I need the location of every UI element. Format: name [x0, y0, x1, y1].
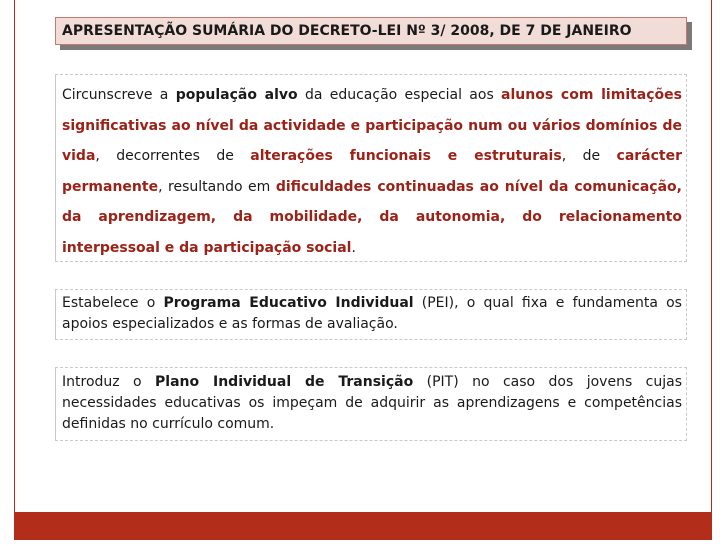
text: Introduz o: [62, 374, 156, 390]
slide-title: APRESENTAÇÃO SUMÁRIA DO DECRETO-LEI Nº 3/ 2008, DE 7 DE JANEIRO: [55, 17, 687, 45]
text: da educação especial aos: [297, 87, 502, 103]
paragraph-target-population: [55, 74, 687, 262]
text: .: [351, 239, 356, 256]
highlight-changes: alterações funcionais e estruturais: [250, 148, 562, 165]
text: , decorrentes de: [95, 148, 251, 165]
term-pei: Programa Educativo Individual: [163, 295, 414, 311]
paragraph-pei: [55, 289, 687, 340]
text: , resultando em: [158, 178, 276, 195]
footer-bar: [14, 512, 712, 540]
text: Estabelece o: [62, 295, 164, 311]
highlight-students: alunos com limitações significativas ao nível da actividade e participação num ou vários domínios de vida: [62, 87, 683, 165]
text: (PIT) no caso dos jovens cujas necessidades educativas os impeçam de adquirir as aprendizagens e competências definidas no currículo comum.: [62, 374, 682, 432]
term-target-population: população alvo: [175, 87, 298, 103]
text: , de: [561, 148, 617, 165]
term-pit: Plano Individual de Transição: [155, 374, 414, 390]
text: Circunscreve a: [62, 87, 176, 103]
text: (PEI), o qual fixa e fundamenta os apoios especializados e as formas de avaliação.: [62, 295, 682, 332]
highlight-difficulties: dificuldades continuadas ao nível da comunicação, da aprendizagem, da mobilidade, da autonomia, do relacionamento interpessoal e da participação social: [62, 178, 682, 256]
paragraph-pit: [55, 367, 687, 441]
highlight-permanent: carácter permanente: [62, 148, 683, 195]
